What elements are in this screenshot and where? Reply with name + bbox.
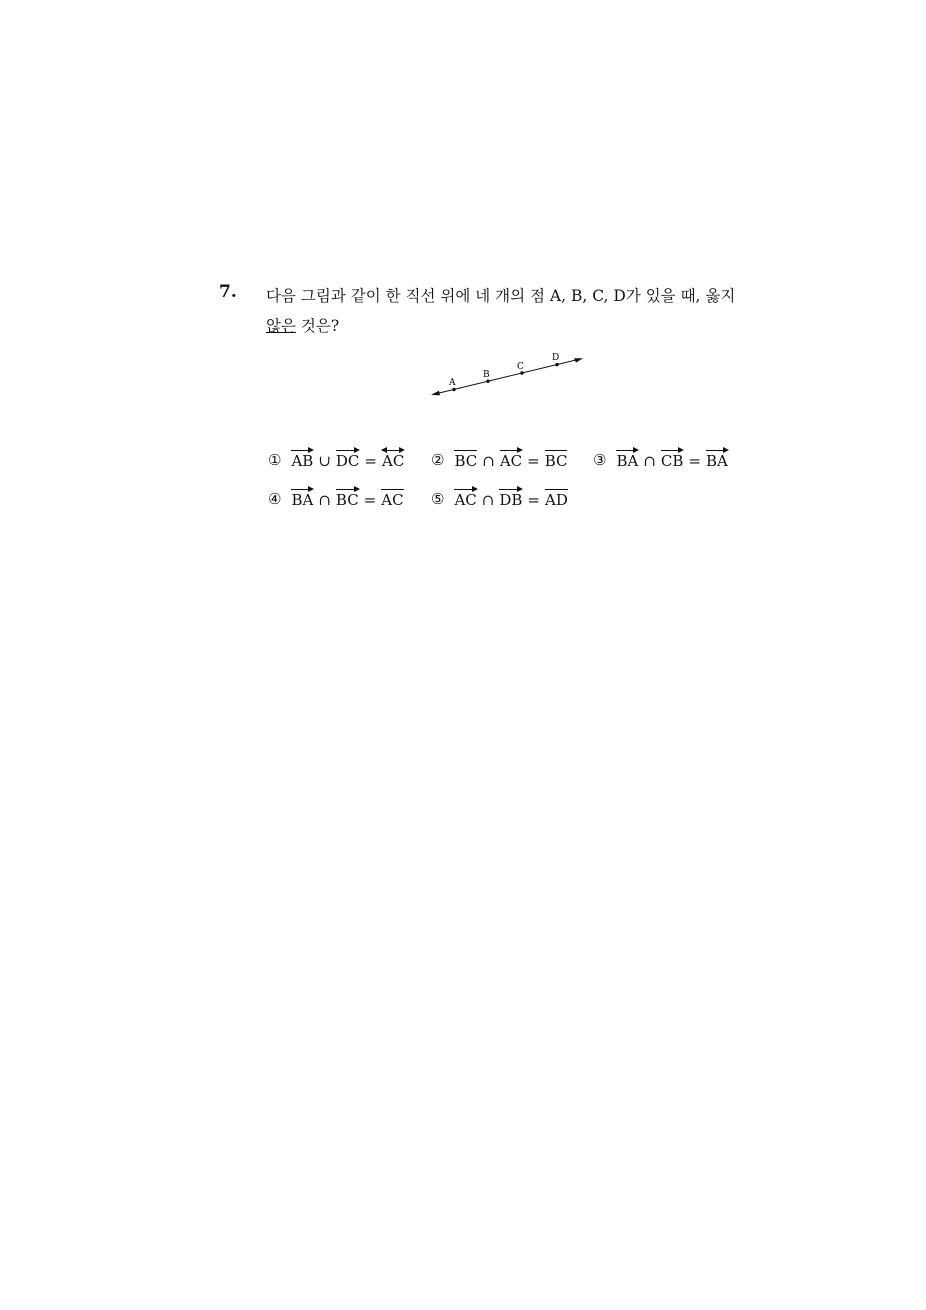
math-operator: =	[363, 491, 377, 509]
ray-symbol: AC	[454, 485, 476, 508]
point-d-dot	[555, 363, 558, 366]
question-text-line1: 다음 그림과 같이 한 직선 위에 네 개의 점 A, B, C, D가 있을 때, 옳지	[266, 287, 736, 305]
point-b-label: B	[483, 370, 490, 380]
option-5[interactable]	[431, 485, 568, 508]
math-operator: ∩	[318, 491, 331, 509]
math-operator: ∩	[482, 452, 495, 470]
option-marker: ①	[268, 451, 282, 469]
underlined-keyword: 않은	[266, 317, 296, 335]
segment-symbol: AC	[381, 485, 403, 508]
point-a-label: A	[449, 378, 456, 388]
line-figure	[420, 346, 590, 402]
ray-symbol: CB	[661, 446, 684, 469]
point-c-label: C	[517, 362, 524, 372]
math-operator: =	[527, 491, 540, 509]
ray-symbol: BC	[336, 485, 359, 508]
option-2[interactable]	[431, 446, 567, 469]
segment-symbol: AD	[545, 485, 568, 508]
option-marker: ③	[593, 451, 607, 469]
point-d-label: D	[552, 353, 560, 363]
segment-symbol: BC	[545, 446, 568, 469]
ray-symbol: DB	[499, 485, 522, 508]
option-3[interactable]	[593, 446, 728, 469]
math-operator: =	[688, 452, 701, 470]
math-operator: ∩	[643, 452, 656, 470]
math-operator: ∪	[318, 452, 331, 470]
point-a-dot	[452, 388, 455, 391]
option-marker: ②	[431, 451, 445, 469]
segment-symbol: BC	[454, 446, 477, 469]
question-number: 7.	[219, 282, 237, 302]
question-text-line2	[266, 314, 339, 336]
line-symbol: AC	[382, 446, 404, 469]
ray-symbol: AC	[500, 446, 522, 469]
ray-symbol: BA	[616, 446, 638, 469]
option-1[interactable]	[268, 446, 404, 469]
point-b-dot	[486, 380, 489, 383]
math-operator: ∩	[481, 491, 495, 509]
option-marker: ⑤	[431, 490, 445, 508]
ray-symbol: BA	[706, 446, 728, 469]
math-operator: =	[364, 452, 377, 470]
left-arrowhead	[431, 391, 440, 396]
option-marker: ④	[268, 490, 282, 508]
ray-symbol: DC	[336, 446, 360, 469]
math-operator: =	[527, 452, 540, 470]
option-4[interactable]	[268, 485, 404, 508]
question-text-rest: 것은?	[295, 317, 340, 335]
right-arrowhead	[574, 358, 583, 362]
ray-symbol: BA	[291, 485, 313, 508]
ray-symbol: AB	[291, 446, 313, 469]
